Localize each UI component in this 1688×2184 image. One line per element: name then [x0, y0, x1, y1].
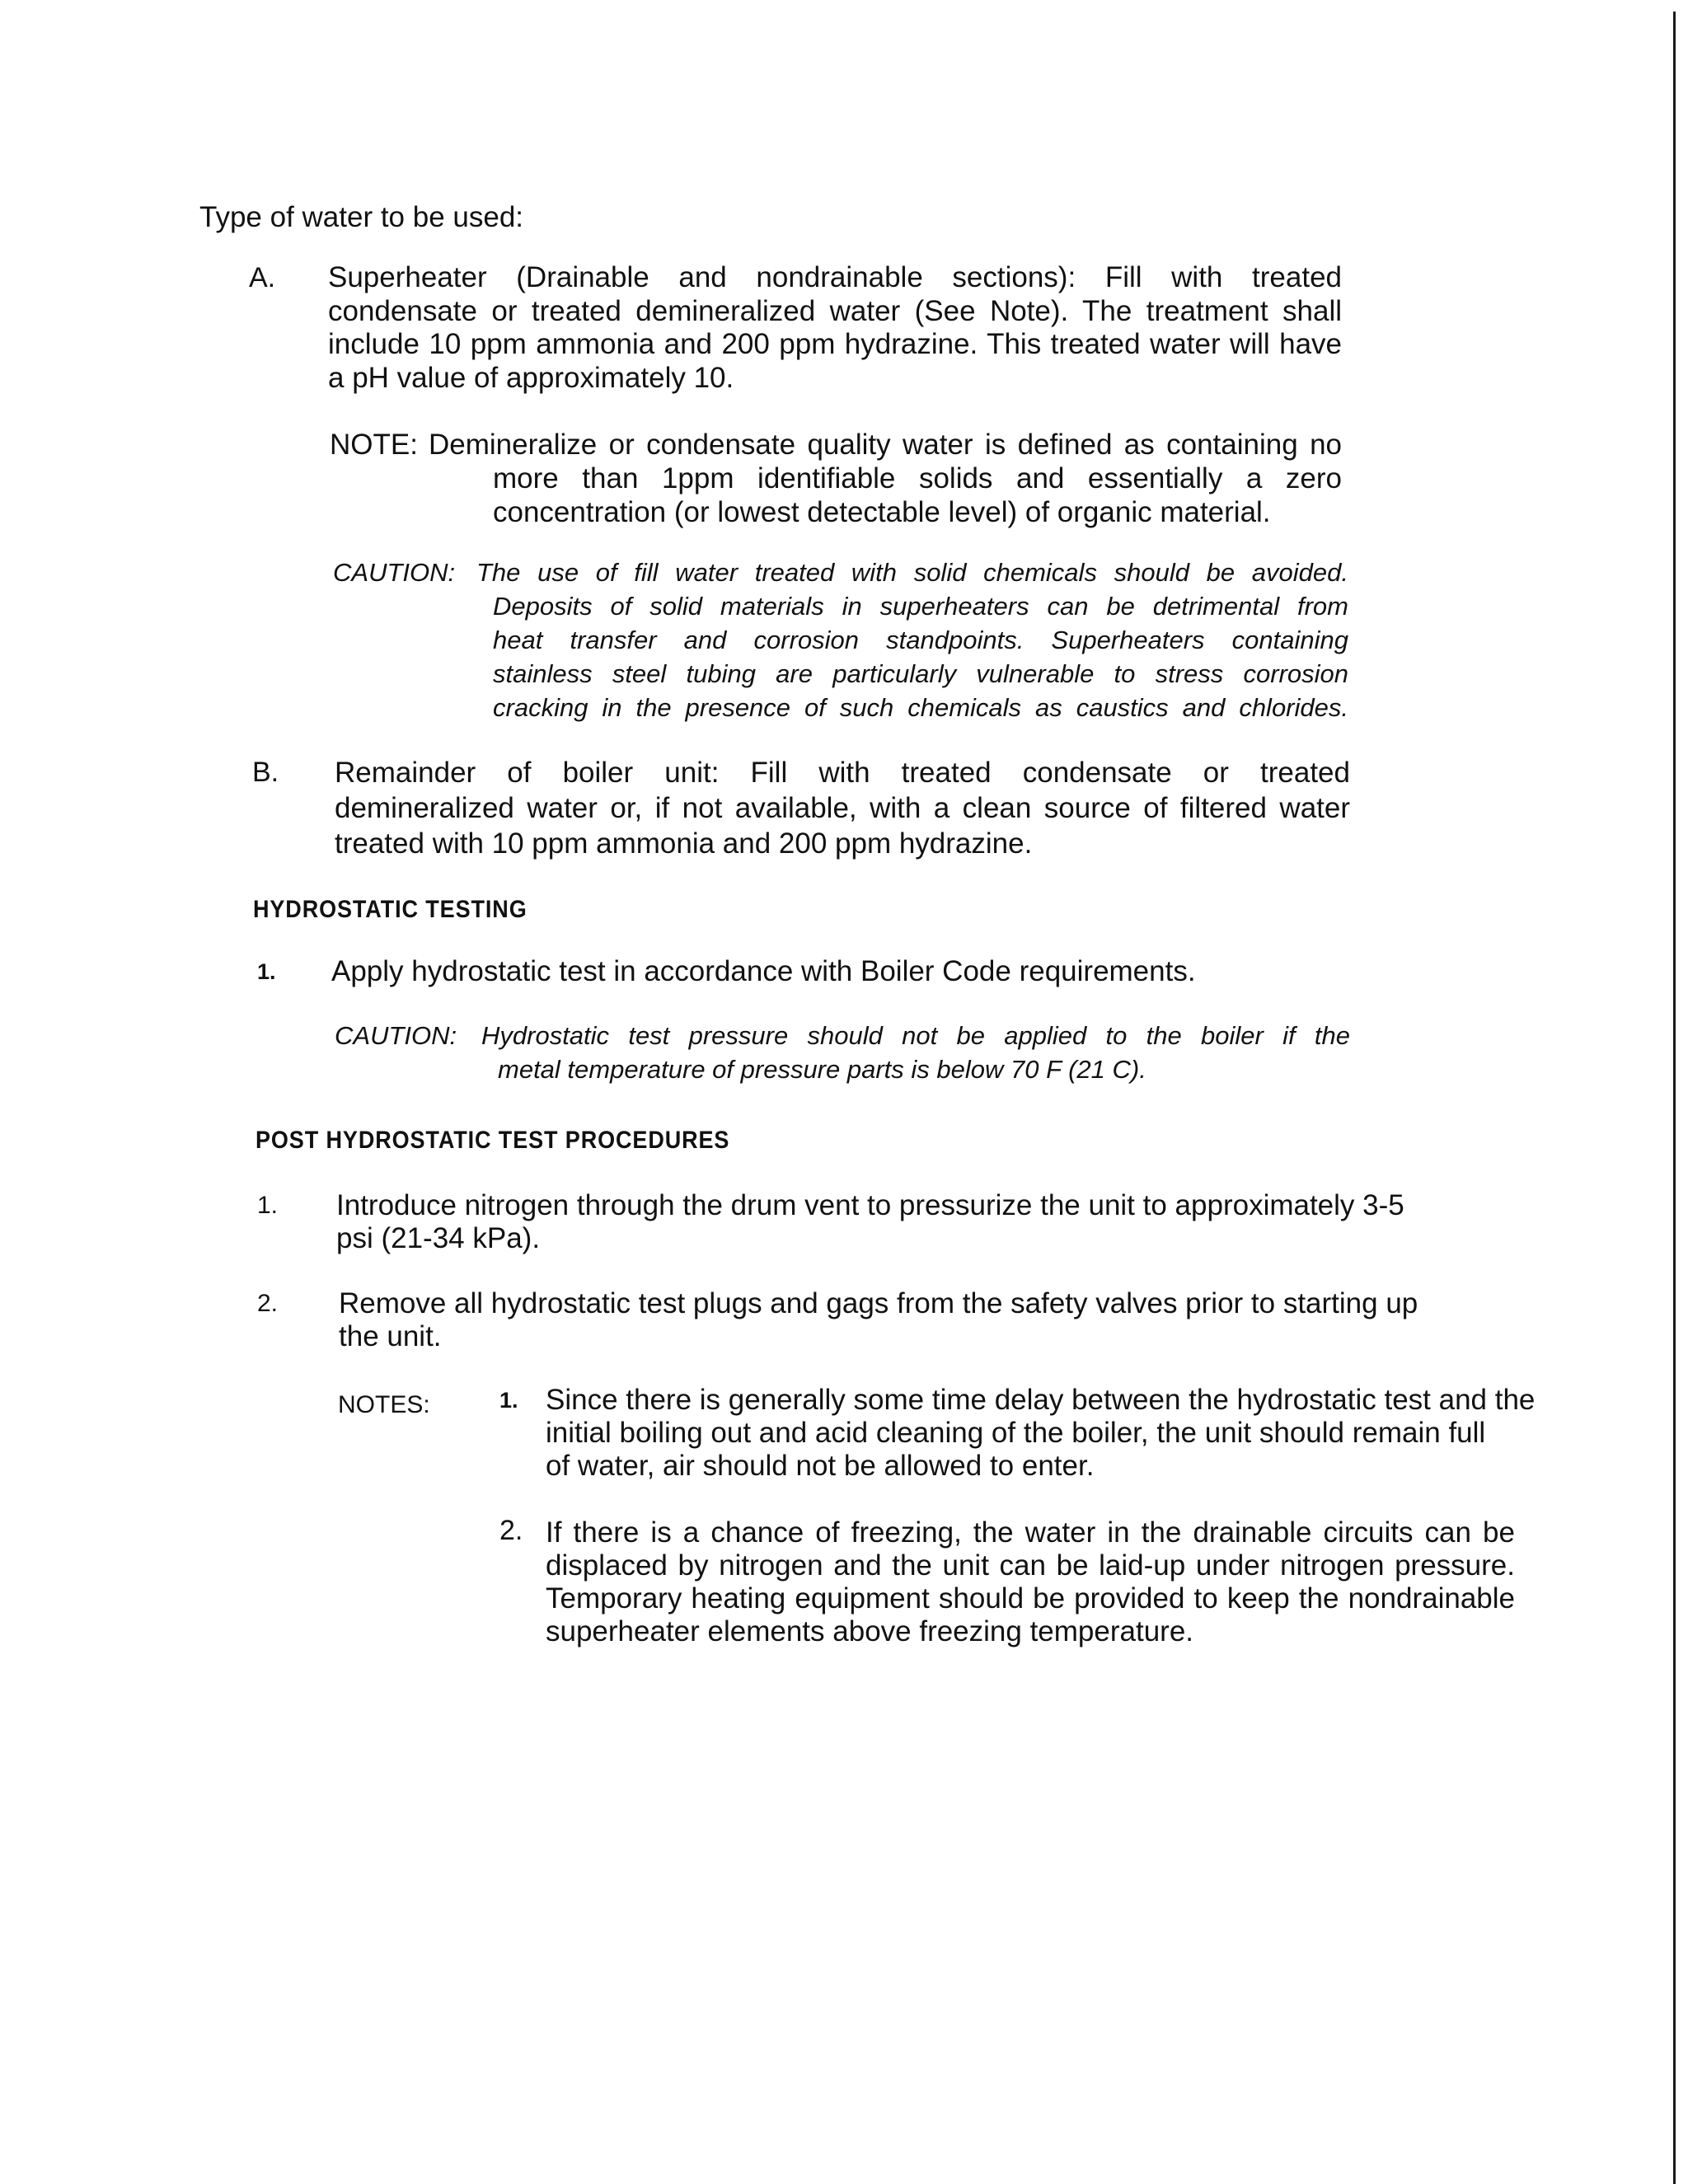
notes-label: NOTES:: [338, 1391, 430, 1418]
item-a-line: Superheater (Drainable and nondrainable sections): Fill with treated: [328, 261, 1342, 293]
caution-line: The use of fill water treated with solid chemicals should be avoided.: [476, 558, 1348, 587]
intro-text: Type of water to be used:: [199, 201, 524, 233]
notes-item-1-marker: 1.: [499, 1388, 518, 1413]
hydro-caution-label: CAUTION:: [335, 1021, 457, 1050]
note-label: NOTE:: [330, 429, 418, 461]
item-b-line: treated with 10 ppm ammonia and 200 ppm hydrazine.: [335, 827, 1033, 860]
hydro-caution-line: Hydrostatic test pressure should not be applied to the boiler if the: [481, 1021, 1350, 1050]
hydro-caution-first-line-wrapper: [481, 1019, 1350, 1052]
notes-item-1-paragraph: [546, 1384, 1535, 1483]
note-paragraph: [493, 462, 1342, 529]
caution-line: cracking in the presence of such chemicals as caustics and chlorides.: [493, 693, 1348, 722]
item-a-line: a pH value of approximately 10.: [328, 361, 734, 394]
post-item-2-paragraph: [339, 1287, 1418, 1353]
post-item-1-marker: 1.: [257, 1192, 279, 1219]
caution-line: stainless steel tubing are particularly vulnerable to stress corrosion: [493, 659, 1348, 688]
post-item-2-marker: 2.: [257, 1290, 279, 1317]
notes-item-1-line: initial boiling out and acid cleaning of the boiler, the unit should remain full: [546, 1417, 1486, 1449]
post-item-1-paragraph: [336, 1189, 1404, 1255]
note-line-first-wrapper: [429, 429, 1342, 462]
item-a-marker: A.: [249, 262, 276, 293]
caution-paragraph: [493, 589, 1348, 724]
item-a-paragraph: [328, 261, 1342, 395]
notes-item-2-line: superheater elements above freezing temperature.: [546, 1615, 1194, 1647]
note-line: concentration (or lowest detectable level) of organic material.: [493, 495, 1271, 528]
caution-label: CAUTION:: [333, 558, 456, 587]
notes-item-2-paragraph: [546, 1516, 1515, 1648]
item-b-line: demineralized water or, if not available, with a clean source of filtered water: [335, 792, 1350, 824]
item-a-line: include 10 ppm ammonia and 200 ppm hydrazine. This treated water will have: [328, 328, 1342, 360]
hydro-caution-paragraph: [498, 1052, 1146, 1086]
caution-line: heat transfer and corrosion standpoints. Superheaters containing: [493, 626, 1348, 654]
hydro-item-1-text: Apply hydrostatic test in accordance with Boiler Code requirements.: [331, 955, 1196, 987]
post-item-2-line: Remove all hydrostatic test plugs and gags from the safety valves prior to starting up: [339, 1287, 1418, 1319]
item-b-marker: B.: [252, 757, 279, 788]
notes-item-2-line: displaced by nitrogen and the unit can be laid-up under nitrogen pressure.: [546, 1549, 1515, 1582]
note-line: Demineralize or condensate quality water is defined as containing no: [429, 429, 1342, 461]
notes-item-2-line: If there is a chance of freezing, the water in the drainable circuits can be: [546, 1516, 1515, 1549]
item-b-paragraph: [335, 755, 1350, 861]
hydro-caution-line: metal temperature of pressure parts is below 70 F (21 C).: [498, 1055, 1146, 1084]
caution-first-line-wrapper: [476, 555, 1348, 589]
caution-line: Deposits of solid materials in superheaters can be detrimental from: [493, 592, 1348, 621]
note-line: more than 1ppm identifiable solids and essentially a zero: [493, 462, 1342, 494]
notes-item-2-line: Temporary heating equipment should be provided to keep the nondrainable: [546, 1582, 1515, 1615]
hydro-item-1-marker: 1.: [257, 959, 276, 984]
section-heading-hydrostatic: HYDROSTATIC TESTING: [253, 896, 528, 923]
section-heading-post-hydrostatic: POST HYDROSTATIC TEST PROCEDURES: [256, 1127, 730, 1154]
notes-item-1-line: Since there is generally some time delay between the hydrostatic test and the: [546, 1384, 1536, 1416]
item-b-line: Remainder of boiler unit: Fill with treated condensate or treated: [335, 757, 1350, 789]
notes-item-2-marker: 2.: [499, 1515, 523, 1546]
post-item-1-line: psi (21-34 kPa).: [336, 1222, 541, 1254]
post-item-1-line: Introduce nitrogen through the drum vent to pressurize the unit to approximately 3-5: [336, 1189, 1404, 1221]
notes-item-1-line: of water, air should not be allowed to enter.: [546, 1450, 1095, 1482]
item-a-line: condensate or treated demineralized water (See Note). The treatment shall: [328, 294, 1342, 327]
post-item-2-line: the unit.: [339, 1320, 442, 1352]
